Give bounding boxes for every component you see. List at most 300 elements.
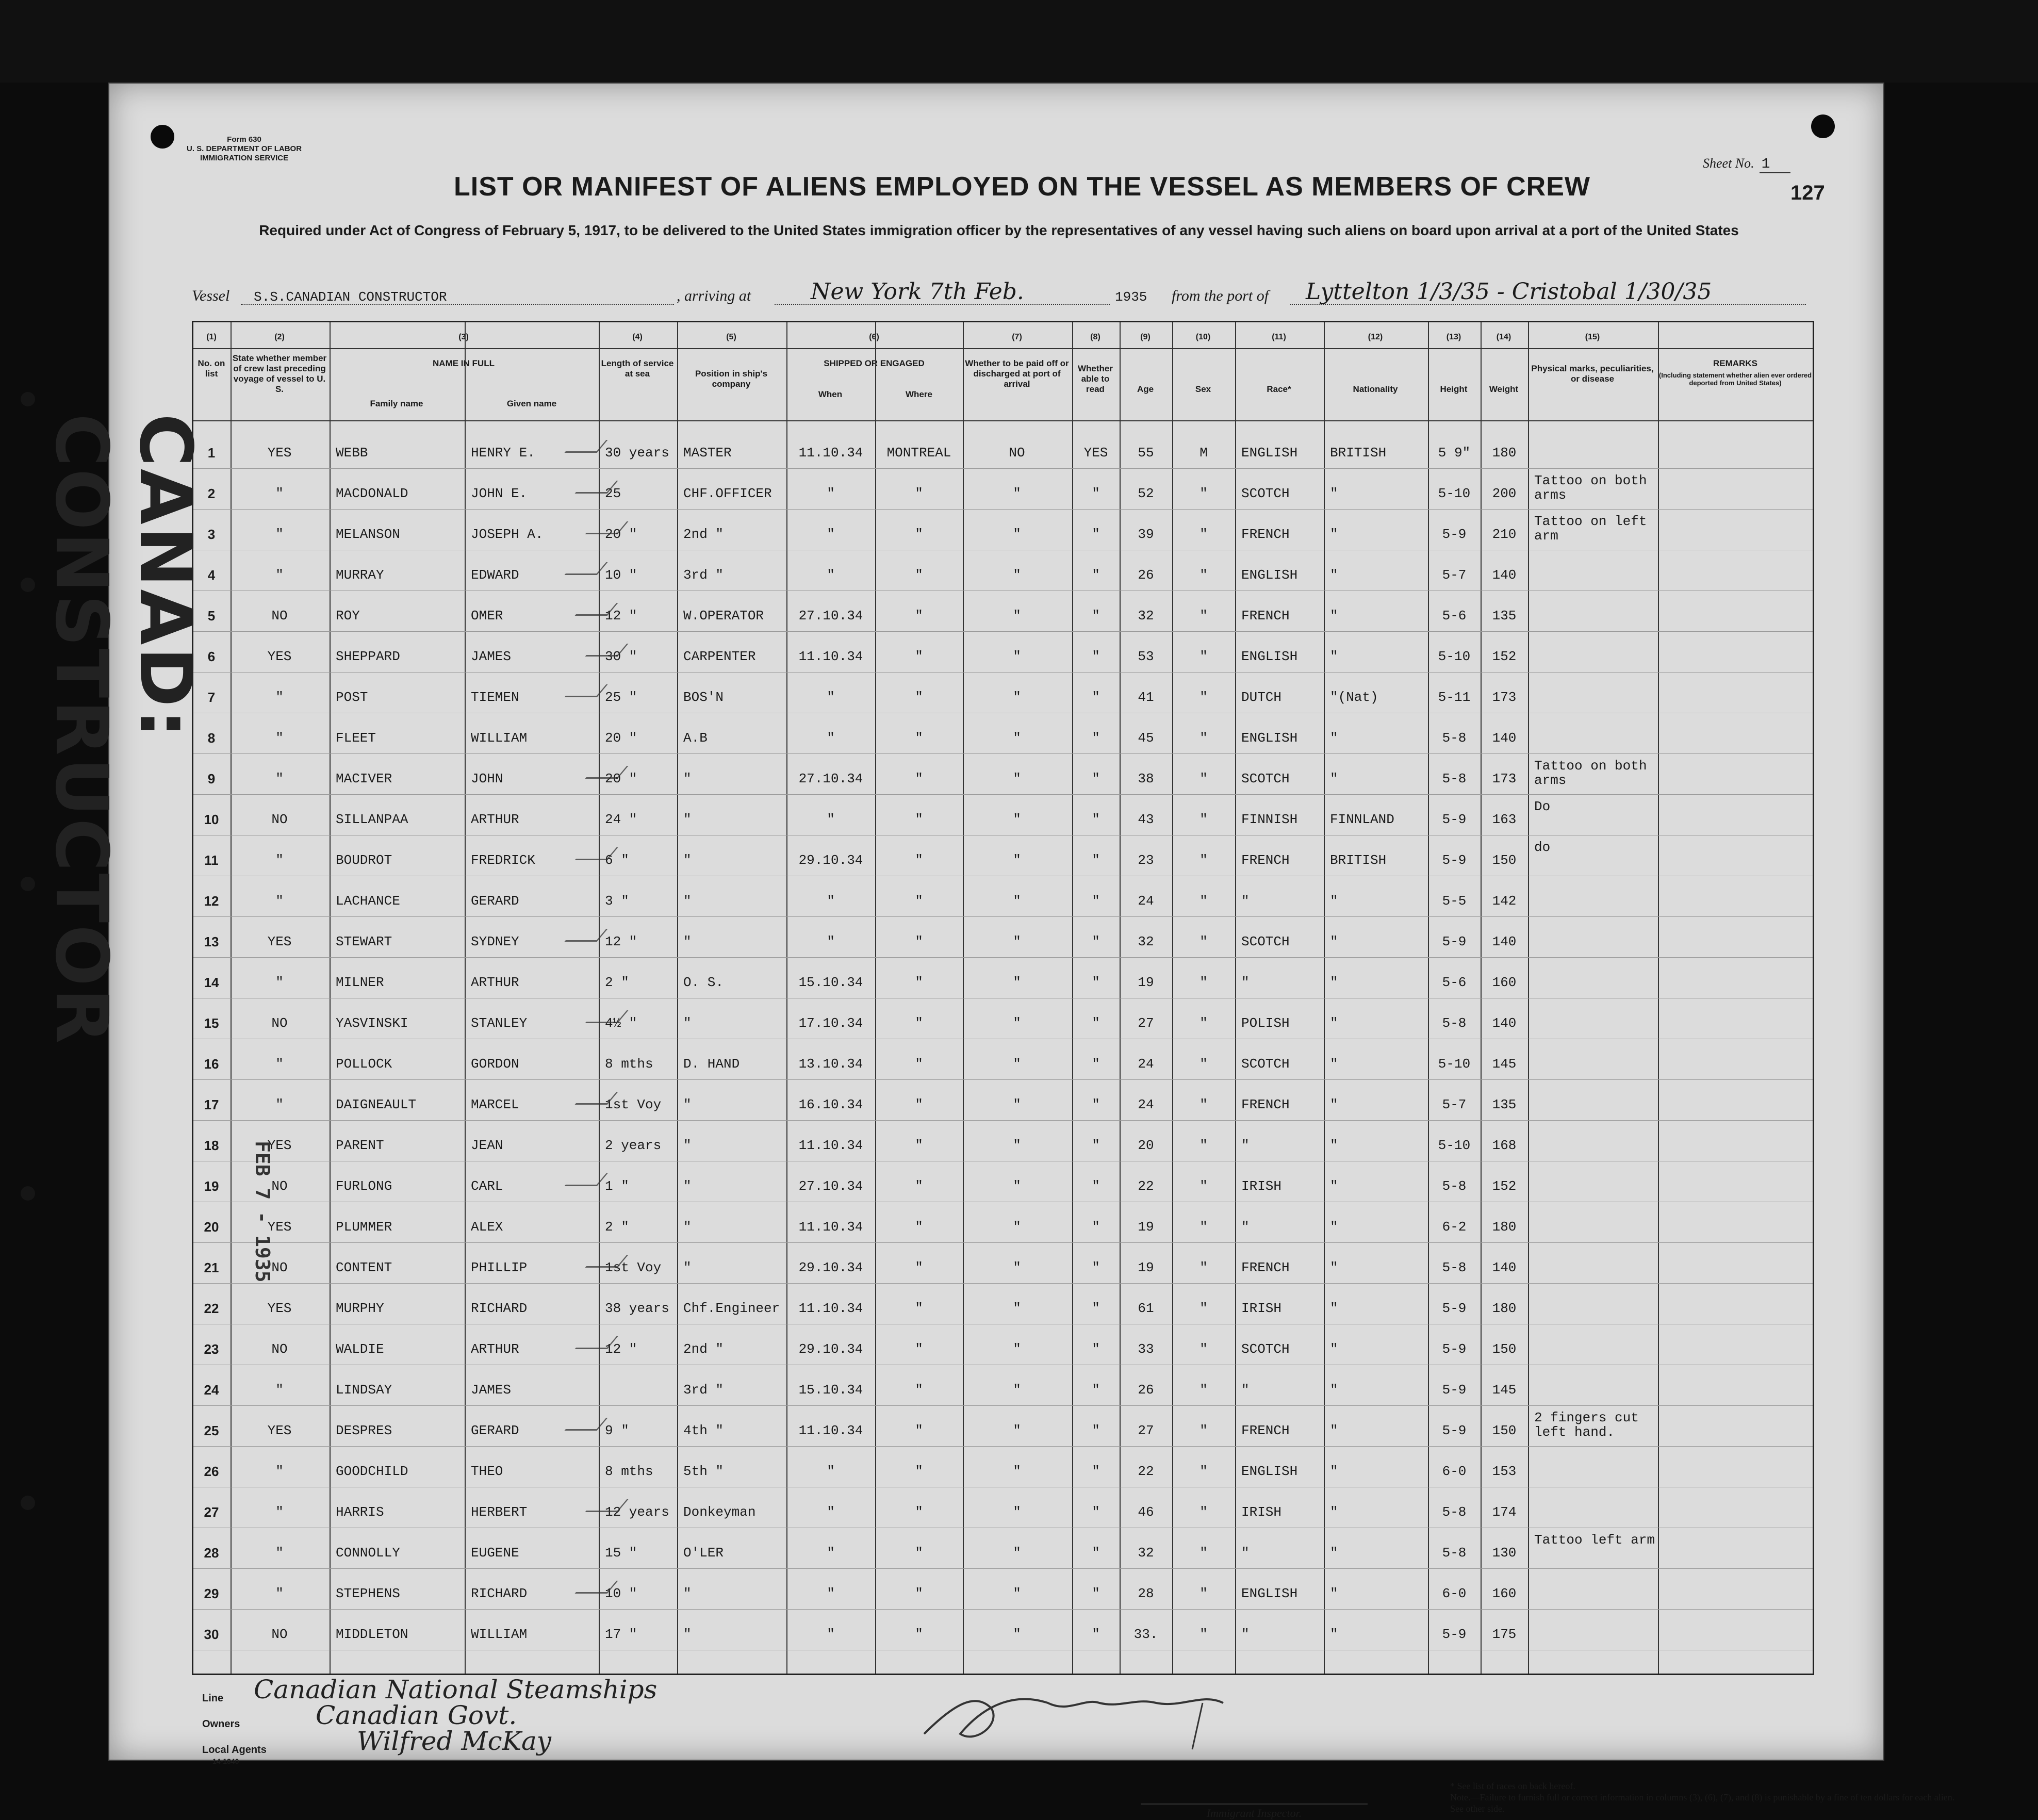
cell-nat: "	[1330, 934, 1338, 949]
cell-service: 24 "	[605, 812, 637, 827]
cell-sex: "	[1199, 1138, 1208, 1153]
cell-no: 23	[204, 1341, 219, 1357]
cell-marks: Tattoo on both arms	[1534, 473, 1647, 503]
cell-when: 11.10.34	[798, 1138, 863, 1153]
cell-weight: 150	[1492, 852, 1517, 868]
cell-height: 5-9	[1442, 852, 1467, 868]
row-rule	[193, 631, 1813, 632]
inspector-signature	[914, 1672, 1275, 1755]
cell-service: 12 "	[605, 1341, 637, 1357]
col-header-physical-marks: Physical marks, peculiarities, or disease	[1531, 364, 1654, 384]
cell-height: 6-2	[1442, 1219, 1467, 1235]
cell-service: 4½ "	[605, 1015, 637, 1031]
service-name: IMMIGRATION SERVICE	[200, 154, 289, 162]
cell-where: "	[915, 649, 923, 664]
cell-height: 5-9	[1442, 1627, 1467, 1642]
cell-no: 12	[204, 893, 219, 909]
cell-nat: "	[1330, 1423, 1338, 1438]
arriving-port: New York 7th Feb.	[811, 278, 1024, 305]
cell-read: "	[1092, 1301, 1100, 1316]
col-header-age: Age	[1137, 384, 1154, 394]
binder-hole	[21, 877, 35, 891]
cell-when: 15.10.34	[798, 975, 863, 990]
cell-paid: "	[1013, 1056, 1021, 1072]
cell-no: 7	[207, 690, 216, 705]
cell-service: 6 "	[605, 852, 629, 868]
cell-paid: "	[1013, 1178, 1021, 1194]
cell-position: 5th "	[683, 1464, 724, 1479]
cell-position: CARPENTER	[683, 649, 756, 664]
cell-position: 3rd "	[683, 567, 724, 583]
cell-marks: Tattoo left arm	[1534, 1532, 1655, 1548]
check-mark	[565, 929, 608, 942]
cell-sex: "	[1199, 1464, 1208, 1479]
cell-age: 19	[1138, 975, 1154, 990]
cell-paid: "	[1013, 730, 1021, 746]
cell-given: FREDRICK	[471, 852, 535, 868]
cell-sex: "	[1199, 1627, 1208, 1642]
cell-read: YES	[1083, 445, 1108, 461]
cell-given: EUGENE	[471, 1545, 519, 1561]
cell-when: "	[827, 567, 835, 583]
cell-sex: "	[1199, 1341, 1208, 1357]
cell-service: 8 mths	[605, 1056, 653, 1072]
cell-race: FRENCH	[1241, 1423, 1290, 1438]
cell-age: 28	[1138, 1586, 1154, 1601]
cell-age: 32	[1138, 1545, 1154, 1561]
cell-paid: "	[1013, 608, 1021, 624]
cell-read: "	[1092, 1178, 1100, 1194]
cell-given: GERARD	[471, 893, 519, 909]
cell-no: 17	[204, 1097, 219, 1112]
cell-read: "	[1092, 975, 1100, 990]
cell-nat: "	[1330, 1341, 1338, 1357]
cell-weight: 173	[1492, 690, 1517, 705]
document-subtitle: Required under Act of Congress of February 5, 1917, to be delivered to the United States immigration officer by the representatives of any vessel having such aliens on board upon arrival at a port of the United States	[259, 222, 1739, 238]
cell-weight: 145	[1492, 1382, 1517, 1398]
cell-prev: "	[275, 1545, 284, 1561]
cell-race: "	[1241, 893, 1250, 909]
cell-no: 14	[204, 975, 219, 990]
cell-weight: 142	[1492, 893, 1517, 909]
cell-where: "	[915, 771, 923, 786]
cell-read: "	[1092, 1097, 1100, 1112]
cell-given: JOHN E.	[471, 486, 528, 501]
cell-height: 5-9	[1442, 812, 1467, 827]
cell-given: THEO	[471, 1464, 503, 1479]
cell-position: O. S.	[683, 975, 724, 990]
cell-prev: "	[275, 771, 284, 786]
cell-nat: "	[1330, 1178, 1338, 1194]
cell-position: "	[683, 1219, 692, 1235]
cell-race: "	[1241, 1545, 1250, 1561]
cell-race: SCOTCH	[1241, 1341, 1290, 1357]
cell-when: "	[827, 1586, 835, 1601]
cell-prev: NO	[271, 1260, 288, 1275]
cell-sex: "	[1199, 812, 1208, 827]
cell-no: 20	[204, 1219, 219, 1235]
cell-paid: "	[1013, 1382, 1021, 1398]
cell-nat: "	[1330, 975, 1338, 990]
cell-weight: 160	[1492, 975, 1517, 990]
cell-when: 11.10.34	[798, 1219, 863, 1235]
cell-sex: "	[1199, 852, 1208, 868]
cell-prev: NO	[271, 812, 288, 827]
cell-nat: FINNLAND	[1330, 812, 1394, 827]
sheet-number	[1703, 156, 1790, 172]
col-header-race: Race*	[1267, 384, 1291, 394]
col-number: (4)	[632, 333, 643, 341]
cell-sex: "	[1199, 486, 1208, 501]
cell-where: "	[915, 1341, 923, 1357]
cell-no: 15	[204, 1015, 219, 1031]
cell-no: 19	[204, 1178, 219, 1194]
cell-when: "	[827, 812, 835, 827]
cell-height: 5-8	[1442, 1260, 1467, 1275]
check-mark	[565, 684, 608, 697]
cell-service: 1st Voy	[605, 1097, 662, 1112]
cell-race: POLISH	[1241, 1015, 1290, 1031]
cell-read: "	[1092, 1382, 1100, 1398]
cell-when: 15.10.34	[798, 1382, 863, 1398]
cell-nat: "	[1330, 1627, 1338, 1642]
cell-no: 4	[207, 567, 216, 583]
cell-race: IRISH	[1241, 1504, 1282, 1520]
cell-read: "	[1092, 771, 1100, 786]
col-header-when: When	[818, 389, 843, 399]
cell-race: IRISH	[1241, 1301, 1282, 1316]
col-number: (3)	[458, 333, 469, 341]
owners-label: Owners	[202, 1718, 240, 1730]
cell-no: 3	[207, 527, 216, 542]
cell-height: 5-5	[1442, 893, 1467, 909]
cell-race: DUTCH	[1241, 690, 1282, 705]
cell-where: "	[915, 486, 923, 501]
cell-paid: "	[1013, 1341, 1021, 1357]
cell-sex: "	[1199, 1382, 1208, 1398]
cell-nat: "	[1330, 1464, 1338, 1479]
cell-position: "	[683, 852, 692, 868]
cell-position: Donkeyman	[683, 1504, 756, 1520]
cell-given: TIEMEN	[471, 690, 519, 705]
cell-no: 27	[204, 1504, 219, 1520]
cell-position: "	[683, 812, 692, 827]
cell-nat: "	[1330, 1015, 1338, 1031]
cell-no: 24	[204, 1382, 219, 1398]
cell-when: 11.10.34	[798, 1423, 863, 1438]
cell-when: "	[827, 1504, 835, 1520]
cell-where: "	[915, 893, 923, 909]
cell-sex: "	[1199, 690, 1208, 705]
col-header-weight: Weight	[1489, 384, 1519, 394]
cell-race: FINNISH	[1241, 812, 1298, 827]
cell-sex: "	[1199, 567, 1208, 583]
cell-family: PLUMMER	[336, 1219, 392, 1235]
cell-nat: "	[1330, 1382, 1338, 1398]
cell-read: "	[1092, 1138, 1100, 1153]
cell-age: 33.	[1133, 1627, 1158, 1642]
cell-height: 5-10	[1438, 486, 1471, 501]
cell-when: 13.10.34	[798, 1056, 863, 1072]
cell-when: 11.10.34	[798, 1301, 863, 1316]
cell-family: WALDIE	[336, 1341, 384, 1357]
cell-service: 8 mths	[605, 1464, 653, 1479]
cell-prev: YES	[267, 445, 292, 461]
cell-paid: "	[1013, 649, 1021, 664]
cell-no: 16	[204, 1056, 219, 1072]
col-number: (11)	[1272, 333, 1286, 341]
cell-position: MASTER	[683, 445, 732, 461]
row-rule	[193, 672, 1813, 673]
cell-age: 61	[1138, 1301, 1154, 1316]
cell-given: WILLIAM	[471, 1627, 528, 1642]
cell-height: 5-7	[1442, 1097, 1467, 1112]
cell-sex: "	[1199, 1097, 1208, 1112]
stamp-number: 127	[1790, 182, 1825, 204]
col-header-nationality: Nationality	[1353, 384, 1398, 394]
row-rule	[193, 1283, 1813, 1284]
cell-read: "	[1092, 1504, 1100, 1520]
cell-family: HARRIS	[336, 1504, 384, 1520]
cell-where: "	[915, 1586, 923, 1601]
col-number: (1)	[206, 333, 217, 341]
cell-no: 10	[204, 812, 219, 827]
cell-height: 5-8	[1442, 1545, 1467, 1561]
cell-height: 5-10	[1438, 1056, 1471, 1072]
cell-read: "	[1092, 567, 1100, 583]
col-header-sex: Sex	[1195, 384, 1211, 394]
cell-race: SCOTCH	[1241, 1056, 1290, 1072]
cell-no: 6	[207, 649, 216, 664]
col-number: (15)	[1585, 333, 1600, 341]
cell-weight: 140	[1492, 1015, 1517, 1031]
cell-family: MACIVER	[336, 771, 392, 786]
cell-service: 10 "	[605, 1586, 637, 1601]
cell-service: 30 "	[605, 649, 637, 664]
row-rule	[193, 1079, 1813, 1080]
cell-read: "	[1092, 608, 1100, 624]
cell-weight: 140	[1492, 1260, 1517, 1275]
cell-prev: YES	[267, 1301, 292, 1316]
cell-marks: Tattoo on both arms	[1534, 758, 1647, 788]
cell-no: 18	[204, 1138, 219, 1153]
cell-race: FRENCH	[1241, 608, 1290, 624]
cell-position: CHF.OFFICER	[683, 486, 772, 501]
department-name: U. S. DEPARTMENT OF LABOR	[187, 144, 302, 153]
cell-height: 5-6	[1442, 975, 1467, 990]
header-rule	[193, 420, 1813, 421]
cell-given: JAMES	[471, 1382, 512, 1398]
cell-no: 29	[204, 1586, 219, 1601]
col-header-service: Length of service at sea	[601, 358, 674, 379]
cell-prev: "	[275, 1464, 284, 1479]
cell-paid: "	[1013, 1260, 1021, 1275]
cell-where: "	[915, 730, 923, 746]
cell-no: 8	[207, 730, 216, 746]
cell-service: 12 years	[605, 1504, 669, 1520]
cell-when: "	[827, 1545, 835, 1561]
col-number: (5)	[726, 333, 736, 341]
cell-height: 5-9	[1442, 527, 1467, 542]
sheet-label: Sheet No.	[1703, 156, 1754, 171]
cell-where: "	[915, 1464, 923, 1479]
cell-service: 25 "	[605, 690, 637, 705]
cell-weight: 210	[1492, 527, 1517, 542]
cell-read: "	[1092, 852, 1100, 868]
cell-prev: "	[275, 567, 284, 583]
binder-hole	[21, 392, 35, 406]
cell-height: 6-0	[1442, 1586, 1467, 1601]
row-rule	[193, 1446, 1813, 1447]
crew-table	[192, 321, 1814, 1675]
col-number: (12)	[1368, 333, 1383, 341]
cell-height: 5-9	[1442, 1341, 1467, 1357]
cell-when: 29.10.34	[798, 1341, 863, 1357]
cell-family: ROY	[336, 608, 360, 624]
cell-read: "	[1092, 486, 1100, 501]
cell-sex: "	[1199, 1219, 1208, 1235]
row-rule	[193, 1120, 1813, 1121]
cell-paid: "	[1013, 1504, 1021, 1520]
owners-value: Canadian Govt.	[316, 1700, 517, 1730]
cell-height: 5-8	[1442, 730, 1467, 746]
cell-height: 5 9"	[1438, 445, 1471, 461]
cell-prev: NO	[271, 1178, 288, 1194]
cell-sex: "	[1199, 1586, 1208, 1601]
cell-prev: "	[275, 730, 284, 746]
cell-family: CONTENT	[336, 1260, 392, 1275]
cell-race: ENGLISH	[1241, 1464, 1298, 1479]
cell-family: DAIGNEAULT	[336, 1097, 417, 1112]
col-number: (6)	[869, 333, 879, 341]
cell-weight: 135	[1492, 1097, 1517, 1112]
cell-marks: Do	[1534, 799, 1551, 814]
cell-where: "	[915, 852, 923, 868]
col-header-remarks: REMARKS	[1713, 358, 1757, 368]
cell-service: 2 "	[605, 1219, 629, 1235]
cell-where: "	[915, 527, 923, 542]
manifest-sheet	[39, 83, 1955, 1819]
cell-paid: "	[1013, 1627, 1021, 1642]
cell-paid: "	[1013, 1097, 1021, 1112]
cell-weight: 140	[1492, 730, 1517, 746]
cell-service: 15 "	[605, 1545, 637, 1561]
cell-service: 20 "	[605, 527, 637, 542]
cell-paid: "	[1013, 1301, 1021, 1316]
cell-given: JEAN	[471, 1138, 503, 1153]
cell-given: JOSEPH A.	[471, 527, 544, 542]
cell-service: 10 "	[605, 567, 637, 583]
cell-nat: "	[1330, 1219, 1338, 1235]
cell-height: 5-9	[1442, 1301, 1467, 1316]
cell-prev: YES	[267, 934, 292, 949]
cell-where: "	[915, 1015, 923, 1031]
cell-paid: "	[1013, 690, 1021, 705]
cell-nat: "	[1330, 1301, 1338, 1316]
cell-prev: "	[275, 1504, 284, 1520]
cell-age: 23	[1138, 852, 1154, 868]
cell-prev: YES	[267, 1138, 292, 1153]
cell-when: 27.10.34	[798, 608, 863, 624]
cell-service: 1st Voy	[605, 1260, 662, 1275]
cell-paid: "	[1013, 1586, 1021, 1601]
cell-race: FRENCH	[1241, 1260, 1290, 1275]
cell-height: 5-10	[1438, 1138, 1471, 1153]
from-port: Lyttelton 1/3/35 - Cristobal 1/30/35	[1306, 278, 1712, 305]
cell-prev: "	[275, 852, 284, 868]
cell-given: HENRY E.	[471, 445, 535, 461]
cell-given: STANLEY	[471, 1015, 528, 1031]
cell-prev: YES	[267, 1219, 292, 1235]
cell-position: "	[683, 1586, 692, 1601]
cell-position: "	[683, 893, 692, 909]
cell-family: FURLONG	[336, 1178, 392, 1194]
row-rule	[193, 1242, 1813, 1243]
cell-where: "	[915, 1504, 923, 1520]
cell-when: 27.10.34	[798, 1178, 863, 1194]
col-header-position: Position in ship's company	[695, 369, 768, 389]
cell-paid: "	[1013, 486, 1021, 501]
cell-paid: "	[1013, 771, 1021, 786]
cell-family: YASVINSKI	[336, 1015, 408, 1031]
row-rule	[193, 957, 1813, 958]
cell-when: "	[827, 934, 835, 949]
col-number: (14)	[1496, 333, 1511, 341]
cell-no: 25	[204, 1423, 219, 1438]
footnote	[1450, 1780, 1955, 1814]
cell-race: "	[1241, 1219, 1250, 1235]
cell-prev: "	[275, 893, 284, 909]
cell-race: "	[1241, 1138, 1250, 1153]
col-header-shipped: SHIPPED OR ENGAGED	[824, 358, 925, 368]
cell-position: "	[683, 1015, 692, 1031]
cell-family: STEWART	[336, 934, 392, 949]
cell-race: SCOTCH	[1241, 486, 1290, 501]
cell-weight: 140	[1492, 567, 1517, 583]
agents-label: Local Agents	[202, 1744, 267, 1756]
cell-where: "	[915, 1301, 923, 1316]
cell-when: 27.10.34	[798, 771, 863, 786]
cell-given: WILLIAM	[471, 730, 528, 746]
cell-given: RICHARD	[471, 1301, 528, 1316]
punch-hole	[1811, 114, 1835, 138]
cell-age: 53	[1138, 649, 1154, 664]
cell-given: ARTHUR	[471, 975, 519, 990]
cell-age: 39	[1138, 527, 1154, 542]
cell-paid: "	[1013, 567, 1021, 583]
row-rule	[193, 1568, 1813, 1569]
cell-service: 3 "	[605, 893, 629, 909]
vessel-name-stamp: CANAD: CONSTRUCTOR	[39, 414, 207, 1046]
cell-prev: "	[275, 1586, 284, 1601]
cell-height: 5-9	[1442, 1423, 1467, 1438]
cell-age: 20	[1138, 1138, 1154, 1153]
cell-family: MURRAY	[336, 567, 384, 583]
race-note: * See list of races on back hereof.	[1450, 1781, 1575, 1791]
cell-when: 16.10.34	[798, 1097, 863, 1112]
cell-nat: "	[1330, 1545, 1338, 1561]
cell-where: "	[915, 1545, 923, 1561]
cell-age: 33	[1138, 1341, 1154, 1357]
cell-read: "	[1092, 649, 1100, 664]
cell-paid: "	[1013, 852, 1021, 868]
cell-age: 32	[1138, 934, 1154, 949]
cell-where: "	[915, 1097, 923, 1112]
cell-when: 29.10.34	[798, 852, 863, 868]
cell-race: IRISH	[1241, 1178, 1282, 1194]
cell-position: 4th "	[683, 1423, 724, 1438]
cell-prev: NO	[271, 1341, 288, 1357]
